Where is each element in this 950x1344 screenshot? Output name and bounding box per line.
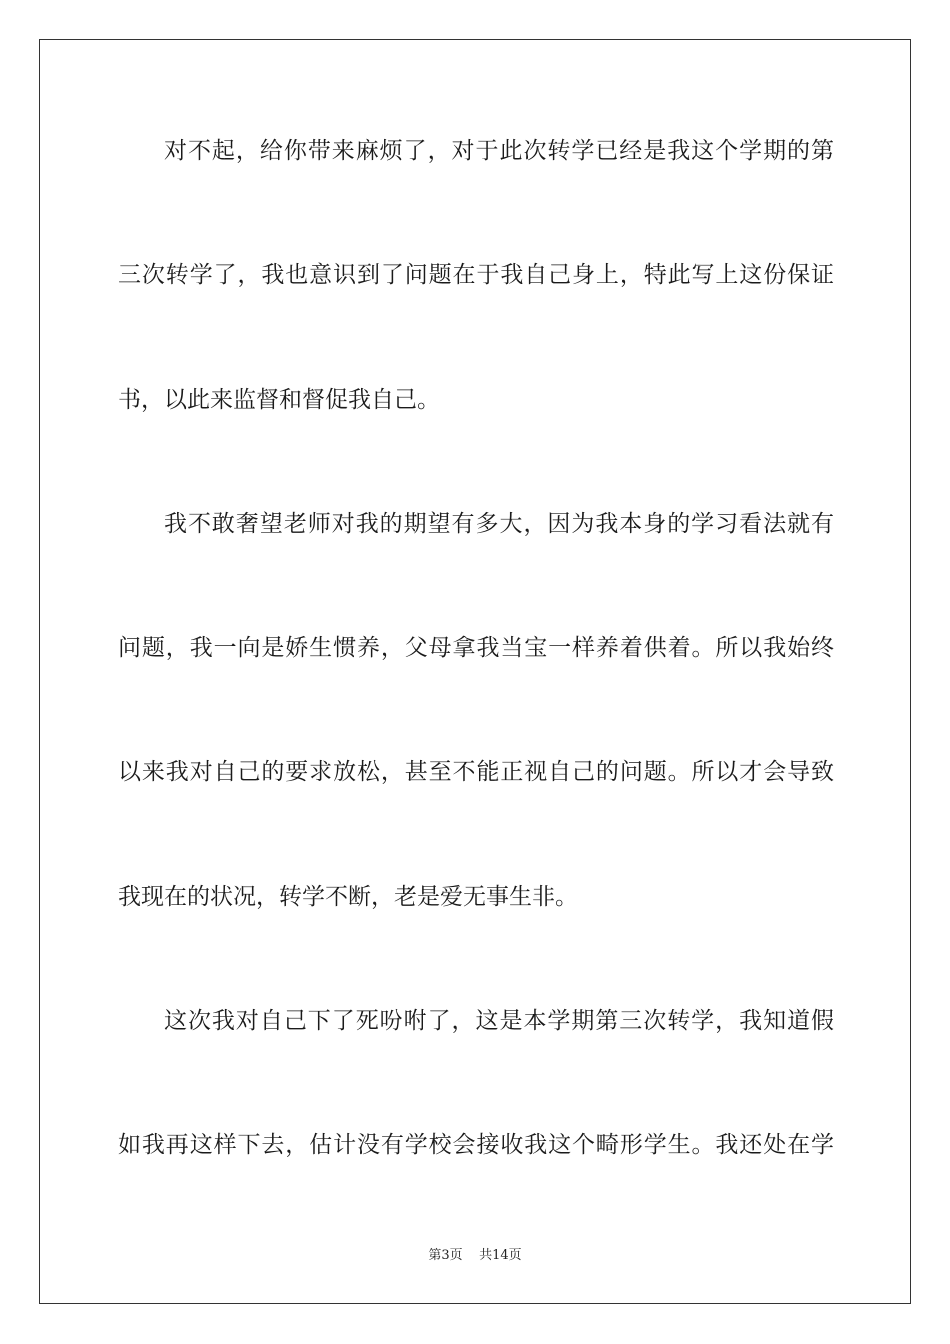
page-border bbox=[39, 39, 911, 1304]
paragraph-2-line-4: 我现在的状况，转学不断，老是爱无事生非。 bbox=[118, 884, 578, 910]
paragraph-3-line-1: 这次我对自己下了死吩咐了，这是本学期第三次转学，我知道假 bbox=[164, 1008, 834, 1034]
paragraph-3-line-2: 如我再这样下去，估计没有学校会接收我这个畸形学生。我还处在学 bbox=[118, 1132, 834, 1158]
paragraph-1-line-3: 书，以此来监督和督促我自己。 bbox=[118, 387, 440, 413]
page-number: 第3页 bbox=[428, 1248, 463, 1263]
paragraph-2-line-2: 问题，我一向是娇生惯养，父母拿我当宝一样养着供着。所以我始终 bbox=[118, 635, 834, 661]
page-total: 共14页 bbox=[479, 1248, 522, 1263]
page-footer bbox=[0, 1246, 950, 1266]
paragraph-1-line-1: 对不起，给你带来麻烦了，对于此次转学已经是我这个学期的第 bbox=[164, 138, 834, 164]
paragraph-2-line-3: 以来我对自己的要求放松，甚至不能正视自己的问题。所以才会导致 bbox=[118, 759, 834, 785]
paragraph-2-line-1: 我不敢奢望老师对我的期望有多大，因为我本身的学习看法就有 bbox=[164, 511, 834, 537]
paragraph-1-line-2: 三次转学了，我也意识到了问题在于我自己身上，特此写上这份保证 bbox=[118, 262, 834, 288]
